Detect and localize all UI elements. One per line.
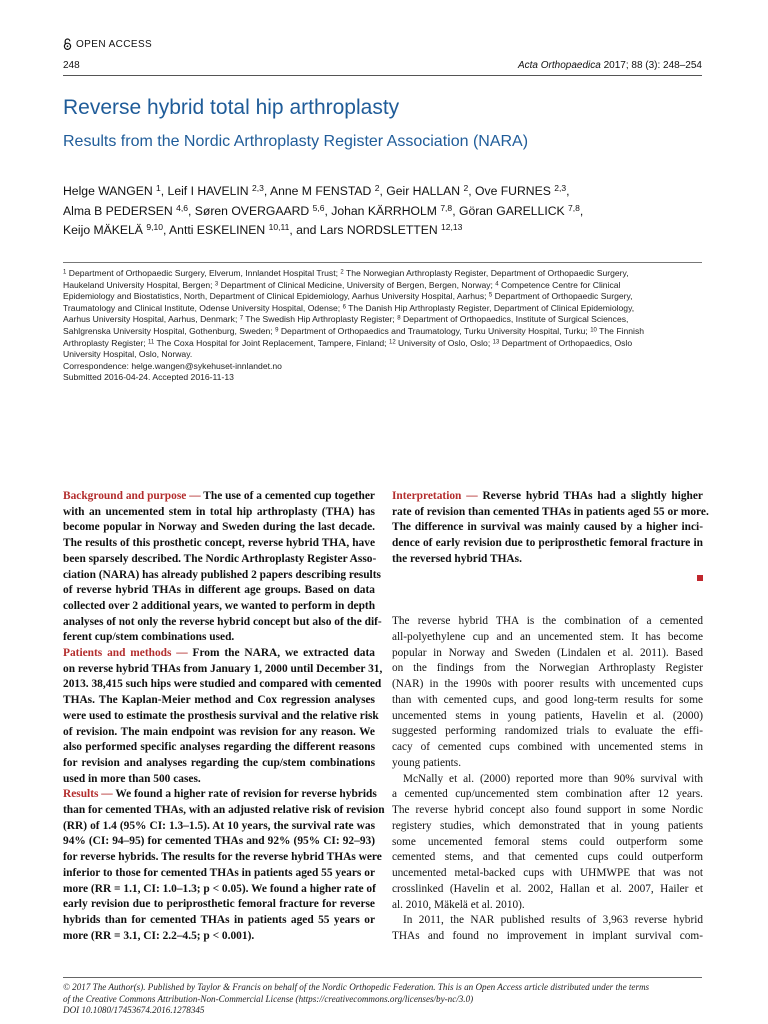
affiliation-text: Arthroplasty Register;: [63, 337, 149, 348]
abstract-line: [63, 505, 375, 521]
abstract-right-column: [392, 489, 709, 568]
abstract-line: [63, 662, 383, 678]
submission-dates: Submitted 2016-04-24. Accepted 2016-11-13: [63, 372, 234, 383]
abstract-line: [63, 803, 385, 819]
author-name: , Anne M FENSTAD: [263, 184, 375, 198]
open-lock-icon: [63, 38, 72, 50]
author-name: , Geir HALLAN: [379, 184, 464, 198]
abstract-line: [63, 882, 375, 898]
abstract-line: [63, 520, 375, 536]
affiliation-text: Department of Orthopaedic Surgery, Elverum, Innlandet Hospital Trust;: [66, 268, 341, 278]
abstract-line: [63, 615, 382, 631]
abstract-left-column: [63, 489, 385, 944]
body-line: The reverse hybrid concept also found support in some Nordic: [392, 804, 703, 816]
abstract-line: [63, 929, 375, 945]
abstract-line: [392, 520, 703, 536]
abstract-text: THAs. The Kaplan-Meier method and Cox regression analyses: [63, 694, 375, 707]
affiliation-text: The Swedish Hip Arthroplasty Register;: [243, 314, 398, 325]
body-line: THAs and found no improvement in implant survival com-: [392, 930, 703, 942]
license-footer: [63, 982, 705, 1017]
article-title: Reverse hybrid total hip arthroplasty: [63, 96, 400, 119]
author-name: , Ove FURNES: [468, 184, 555, 198]
affiliation-index: 12: [388, 338, 396, 345]
affiliation-index: 2: [340, 269, 344, 276]
abstract-text: been sparsely described. The Nordic Arthroplasty Register Asso-: [63, 552, 377, 565]
affiliation-line: [63, 303, 703, 315]
author-name: , Johan KÄRRHOLM: [324, 203, 441, 218]
affiliation-index: 11: [148, 338, 155, 345]
author-affiliation-index: 2,3: [251, 183, 264, 194]
affiliation-text: University of Oslo, Oslo;: [395, 337, 493, 348]
affiliation-index: 1: [63, 269, 67, 276]
open-access-label: OPEN ACCESS: [76, 38, 153, 50]
correspondence[interactable]: Correspondence: helge.wangen@sykehuset-innlandet.no: [63, 360, 282, 371]
author-name: , Søren OVERGAARD: [187, 203, 313, 218]
author-affiliation-index: 2: [463, 183, 469, 194]
abstract-line: [63, 772, 375, 788]
affiliation-lines: [63, 268, 703, 361]
abstract-section-heading: Patients and methods —: [63, 647, 193, 660]
abstract-line: [392, 536, 703, 552]
body-line: than with cemented cups, and good long-term results for some: [392, 693, 703, 706]
affiliation-line: [63, 280, 703, 292]
affiliation-text: University Hospital, Oslo, Norway.: [63, 349, 193, 360]
author-name: Helge WANGEN: [63, 184, 157, 198]
affiliation-index: 8: [397, 315, 401, 322]
abstract-text: early revision due to periprosthetic femoral fracture for reverse: [63, 898, 375, 911]
footer-divider: [63, 977, 702, 978]
author-name: , Göran GARELLICK: [452, 203, 569, 218]
author-affiliation-index: 9,10: [146, 222, 163, 233]
journal-name: Acta Orthopaedica: [517, 60, 601, 71]
author-affiliation-index: 12,13: [441, 222, 463, 233]
open-access-badge[interactable]: [63, 38, 152, 50]
article-subtitle: Results from the Nordic Arthroplasty Register Association (NARA): [63, 133, 529, 150]
affiliation-text: Competence Centre for Clinical: [498, 279, 621, 290]
introduction-text: [392, 614, 703, 945]
abstract-text: ciation (NARA) has already published 2 papers describing results: [63, 568, 381, 581]
abstract-text: (RR) of 1.4 (95% CI: 1.3–1.5). At 10 years, the survival rate was: [63, 819, 375, 832]
author-affiliation-index: 7,8: [440, 202, 453, 213]
abstract-line: [392, 489, 703, 505]
abstract-text: on reverse hybrid THAs from January 1, 2000 until December 31,: [63, 662, 383, 675]
affiliation-text: Department of Orthopaedics and Traumatology, Turku University Hospital, Turku;: [278, 325, 591, 336]
abstract-text: more (RR = 1.1, CI: 1.0–1.3; p < 0.05). We found a higher rate of: [63, 882, 376, 895]
author-line: [63, 182, 703, 202]
abstract-line: [63, 834, 375, 850]
abstract-text: We found a higher rate of revision for reverse hybrids: [115, 788, 377, 801]
affiliation-index: 10: [590, 327, 597, 334]
body-line: crosslinked (Havelin et al. 2002, Hallan et al. 2007, Hailer et: [392, 882, 703, 895]
body-line: popular in Norway and Sweden (Lindalen et al. 2011). Based: [392, 646, 703, 659]
affiliation-text: The Danish Hip Arthroplasty Register, Department of Clinical Epidemiology,: [345, 302, 635, 313]
abstract-text: of reverse hybrid THAs in different age groups. Based on data: [63, 584, 375, 597]
body-line: cacy of cemented cups combined with uncemented stems in: [392, 741, 703, 753]
affiliation-text: Traumatology and Clinical Institute, Odense University Hospital, Odense;: [63, 302, 343, 313]
abstract-text: of revision. The main endpoint was revision for any reason. We: [63, 725, 375, 738]
abstract-text: with an uncemented stem in total hip arthroplasty (THA) has: [63, 505, 375, 518]
footer-line: © 2017 The Author(s). Published by Taylor & Francis on behalf of the Nordic Orthopedic Federation. This is an Open Access article distributed under the terms: [63, 982, 650, 992]
body-line: In 2011, the NAR published results of 3,963 reverse hybrid: [403, 914, 703, 927]
body-line: McNally et al. (2000) reported more than 90% survival with: [403, 772, 703, 785]
abstract-line: [63, 850, 382, 866]
author-affiliation-index: 7,8: [568, 202, 580, 213]
abstract-line: [63, 599, 375, 615]
affiliation-line: [63, 268, 703, 280]
body-line: registery studies, which demonstrated that in young patients: [392, 819, 703, 832]
abstract-line: [63, 552, 375, 568]
affiliation-text: The Coxa Hospital for Joint Replacement, Tampere, Finland;: [154, 337, 389, 348]
abstract-text: ferent cup/stem combinations used.: [63, 631, 235, 644]
author-line: [63, 221, 703, 241]
abstract-line: [392, 505, 709, 521]
body-line: a cemented cup/uncemented stem combination after 12 years.: [392, 788, 703, 801]
abstract-text: hybrids than for cemented THAs in patients aged 55 years or: [63, 913, 375, 926]
affiliation-line: [63, 338, 703, 350]
affiliation-index: 5: [488, 292, 493, 299]
abstract-line: [63, 725, 375, 741]
affiliation-text: Department of Clinical Medicine, University of Bergen, Bergen, Norway;: [218, 279, 496, 290]
abstract-text: the reversed hybrid THAs.: [392, 552, 522, 565]
abstract-text: also performed specific analyses regarding the different reasons: [63, 741, 375, 754]
body-line: al. 2010, Mäkelä et al. 2010).: [392, 898, 525, 911]
abstract-text: used in more than 500 cases.: [63, 772, 201, 785]
abstract-text: were used to estimate the prosthesis survival and the relative risk: [63, 709, 379, 722]
author-affiliation-index: 2: [374, 183, 380, 194]
abstract-text: The results of this prosthetic concept, reverse hybrid THA, have: [63, 537, 375, 550]
abstract-text: Reverse hybrid THAs had a slightly higher: [482, 490, 703, 502]
author-affiliation-index: 4,6: [176, 202, 188, 213]
abstract-text: dence of early revision due to periprosthetic femoral fracture in: [392, 537, 703, 550]
abstract-text: collected over 2 additional years, we wanted to perform in depth: [63, 599, 376, 612]
body-line: The reverse hybrid THA is the combination of a cemented: [392, 615, 703, 627]
author-name: , and Lars NORDSLETTEN: [289, 223, 442, 237]
abstract-line: [63, 568, 381, 584]
journal-citation: [518, 60, 702, 71]
author-name: ,: [566, 184, 570, 198]
abstract-line: [63, 536, 375, 552]
abstract-line: [63, 677, 382, 693]
abstract-line: [63, 787, 375, 803]
affiliation-divider: [63, 262, 702, 263]
abstract-text: for revision and analyses regarding the cup/stem combinations: [63, 756, 375, 769]
affiliation-text: Department of Orthopaedics, Oslo: [499, 337, 633, 348]
abstract-text: rate of revision than cemented THAs in patients aged 55 or more.: [392, 505, 709, 518]
abstract-line: [63, 756, 375, 772]
author-name: Alma B PEDERSEN: [63, 203, 177, 218]
abstract-text: 94% (CI: 94–95) for cemented THAs and 92% (95% CI: 92–93): [63, 835, 375, 848]
affiliation-line: [63, 291, 703, 303]
author-affiliation-index: 5,6: [312, 202, 325, 213]
author-list: [63, 182, 703, 241]
end-of-abstract-mark: [697, 575, 703, 581]
affiliation-line: [63, 349, 703, 361]
abstract-line: [63, 913, 375, 929]
abstract-line: [63, 897, 375, 913]
author-affiliation-index: 1: [156, 183, 161, 194]
abstract-line: [63, 583, 375, 599]
abstract-text: for reverse hybrids. The results for the reverse hybrid THAs were: [63, 851, 382, 864]
abstract-text: 2013. 38,415 such hips were studied and compared with cemented: [63, 678, 382, 691]
affiliation-index: 9: [275, 327, 279, 334]
abstract-text: The difference in survival was mainly caused by a higher inci-: [392, 521, 703, 534]
affiliation-text: Department of Orthopaedics, Institute of Surgical Sciences,: [400, 314, 629, 325]
affiliations: [63, 268, 703, 384]
author-line: [63, 202, 703, 222]
abstract-section-heading: Interpretation —: [392, 490, 483, 502]
author-name: , Leif I HAVELIN: [160, 184, 252, 198]
abstract-section-heading: Results —: [63, 788, 116, 801]
abstract-text: From the NARA, we extracted data: [192, 647, 375, 660]
body-line: some uncemented femoral stems could outperform some: [392, 835, 703, 848]
affiliation-text: The Norwegian Arthroplasty Register, Department of Orthopaedic Surgery,: [343, 268, 629, 278]
journal-volume: 2017; 88 (3): 248–254: [600, 60, 702, 71]
author-name: , Antti ESKELINEN: [162, 223, 269, 237]
affiliation-index: 13: [492, 338, 500, 345]
author-name: Keijo MÄKELÄ: [63, 223, 147, 237]
header-divider: [63, 75, 702, 76]
abstract-line: [63, 630, 375, 646]
footer-line: DOI 10.1080/17453674.2016.1278345: [63, 1005, 205, 1016]
abstract-text: than for cemented THAs, with an adjusted relative risk of revision: [63, 804, 385, 817]
body-line: uncemented stems in young patients, Havelin et al. (2000): [392, 709, 703, 722]
affiliation-text: The Finnish: [596, 325, 645, 336]
body-line: all-polyethylene cup and an uncemented stem. It has become: [392, 630, 703, 643]
affiliation-line: [63, 326, 703, 338]
footer-line: of the Creative Commons Attribution-Non-Commercial License (https://creativecommons.org/licenses/by-nc/3.0): [63, 993, 474, 1004]
abstract-section-heading: Background and purpose —: [63, 490, 204, 502]
author-name: ,: [579, 203, 584, 218]
abstract-line: [392, 552, 703, 568]
affiliation-text: Aarhus University Hospital, Aarhus, Denmark;: [63, 314, 240, 325]
body-line: young patients.: [392, 756, 462, 769]
body-line: suggested performing randomized trials to evaluate the effi-: [392, 725, 703, 738]
body-line: (NAR) in the 1990s with poorer results with uncemented cups: [392, 678, 703, 690]
abstract-text: more (RR = 3.1, CI: 2.2–4.5; p < 0.001).: [63, 929, 255, 942]
abstract-line: [63, 866, 375, 882]
affiliation-text: Department of Orthopaedic Surgery,: [492, 291, 633, 302]
affiliation-text: Haukeland University Hospital, Bergen;: [63, 279, 215, 290]
affiliation-index: 4: [495, 280, 499, 287]
affiliation-line: [63, 314, 703, 326]
affiliation-index: 6: [342, 304, 346, 311]
author-affiliation-index: 2,3: [554, 183, 567, 194]
page-number: 248: [63, 60, 80, 71]
abstract-line: [63, 709, 379, 725]
body-line: on the findings from the Norwegian Arthroplasty Register: [392, 662, 703, 675]
body-line: cemented stems, and that cemented cups could outperform: [392, 851, 703, 864]
abstract-text: analyses of not only the reverse hybrid concept but also of the dif-: [63, 615, 382, 628]
abstract-line: [63, 819, 375, 835]
abstract-line: [63, 646, 375, 662]
body-line: uncemented metal-backed cups with UHMWPE that was not: [392, 867, 703, 879]
author-affiliation-index: 10,11: [268, 222, 290, 233]
abstract-text: inferior to those for cemented THAs in patients aged 55 years or: [63, 866, 375, 879]
abstract-text: The use of a cemented cup together: [203, 490, 375, 502]
affiliation-text: Epidemiology and Biostatistics, North, Department of Clinical Epidemiology, Aarhus University Hospital, Aarhus;: [63, 291, 489, 302]
abstract-line: [63, 693, 375, 709]
abstract-line: [63, 489, 375, 505]
affiliation-text: Sahlgrenska University Hospital, Gothenburg, Sweden;: [63, 325, 276, 336]
affiliation-index: 3: [214, 280, 219, 287]
abstract-line: [63, 740, 375, 756]
abstract-text: become popular in Norway and Sweden during the last decade.: [63, 521, 375, 534]
affiliation-index: 7: [239, 315, 244, 322]
